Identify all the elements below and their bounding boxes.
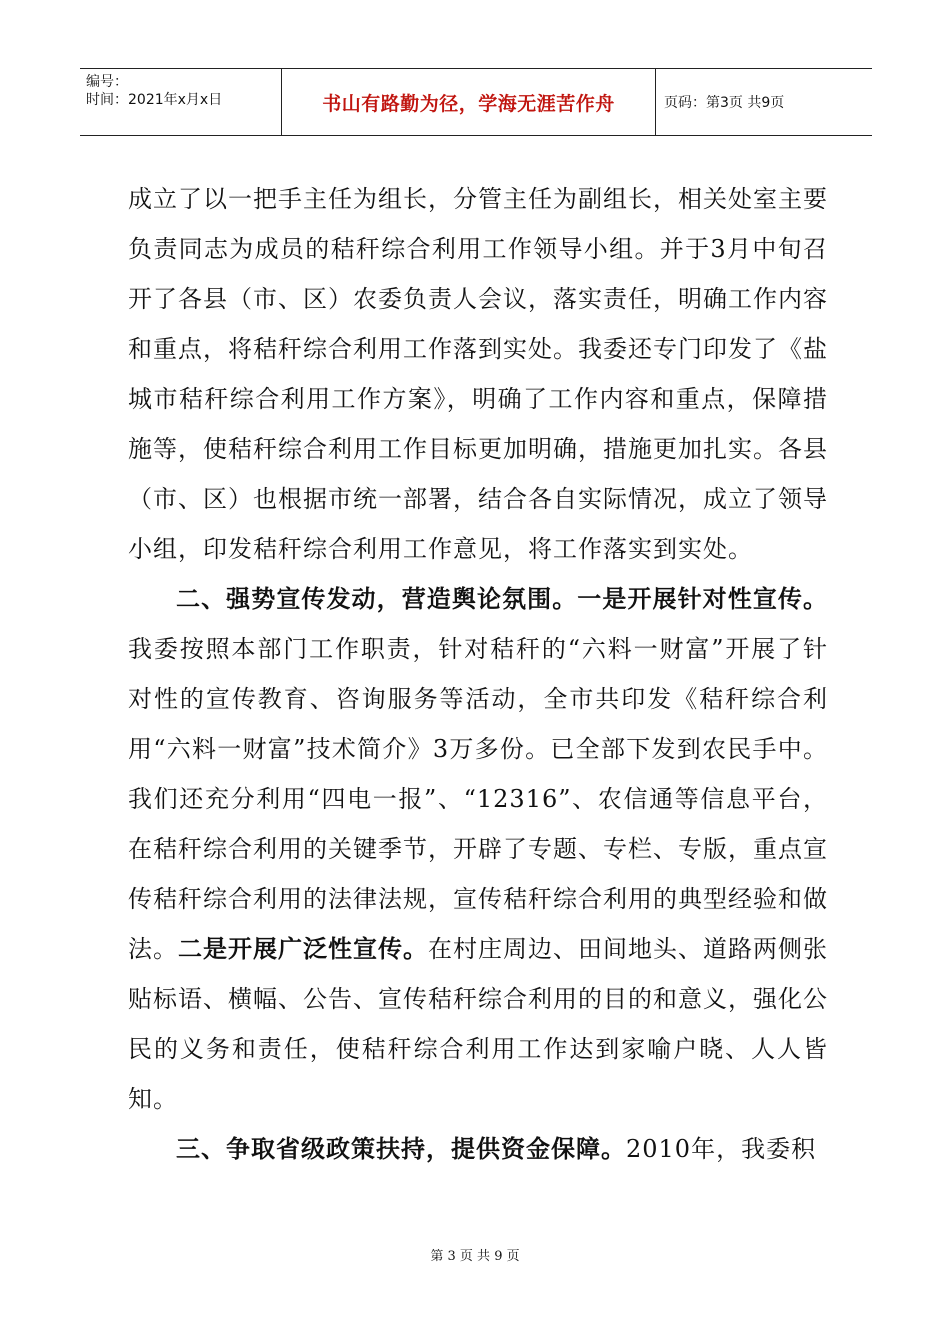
paragraph <box>128 174 828 574</box>
paragraph <box>128 574 828 1124</box>
document-body <box>128 174 828 1174</box>
header-page-number: 页码：第3页 共9页 <box>664 95 785 111</box>
header-table <box>80 68 872 136</box>
header-meta-cell <box>80 69 282 135</box>
paragraph <box>128 1124 828 1174</box>
text-run: 在村庄周边、田间地头、道路两侧张贴标语、横幅、公告、宣传秸秆综合利用的目的和意义，强化公民的义务和责任，使秸秆综合利用工作达到家喻户晓、人人皆知。 <box>128 935 828 1113</box>
document-number-label: 编号： <box>86 74 128 90</box>
text-run: 成立了以一把手主任为组长，分管主任为副组长，相关处室主要负责同志为成员的秸秆综合利用工作领导小组。并于3月中旬召开了各县（市、区）农委负责人会议，落实责任，明确工作内容和重点，将秸秆综合利用工作落到实处。我委还专门印发了《盐城市秸秆综合利用工作方案》，明确了工作内容和重点，保障措施等，使秸秆综合利用工作目标更加明确，措施更加扎实。各县（市、区）也根据市统一部署，结合各自实际情况，成立了领导小组，印发秸秆综合利用工作意见，将工作落实到实处。 <box>128 185 828 563</box>
bold-heading-run: 三、争取省级政策扶持，提供资金保障。 <box>176 1135 626 1163</box>
document-time-label: 时间：2021年x月x日 <box>86 92 223 108</box>
page-footer: 第 3 页 共 9 页 <box>430 1249 520 1264</box>
bold-heading-run: 二是开展广泛性宣传。 <box>178 935 428 963</box>
header-motto: 书山有路勤为径，学海无涯苦作舟 <box>282 69 656 135</box>
text-run: 2010年，我委积 <box>626 1135 817 1163</box>
text-run: 我委按照本部门工作职责，针对秸秆的“六料一财富”开展了针对性的宣传教育、咨询服务等活动，全市共印发《秸秆综合利用“六料一财富”技术简介》3万多份。已全部下发到农民手中。我们还充分利用“四电一报”、“12316”、农信通等信息平台，在秸秆综合利用的关键季节，开辟了专题、专栏、专版，重点宣传秸秆综合利用的法律法规，宣传秸秆综合利用的典型经验和做法。 <box>128 635 828 963</box>
bold-heading-run: 二、强势宣传发动，营造舆论氛围。一是开展针对性宣传。 <box>176 585 828 613</box>
